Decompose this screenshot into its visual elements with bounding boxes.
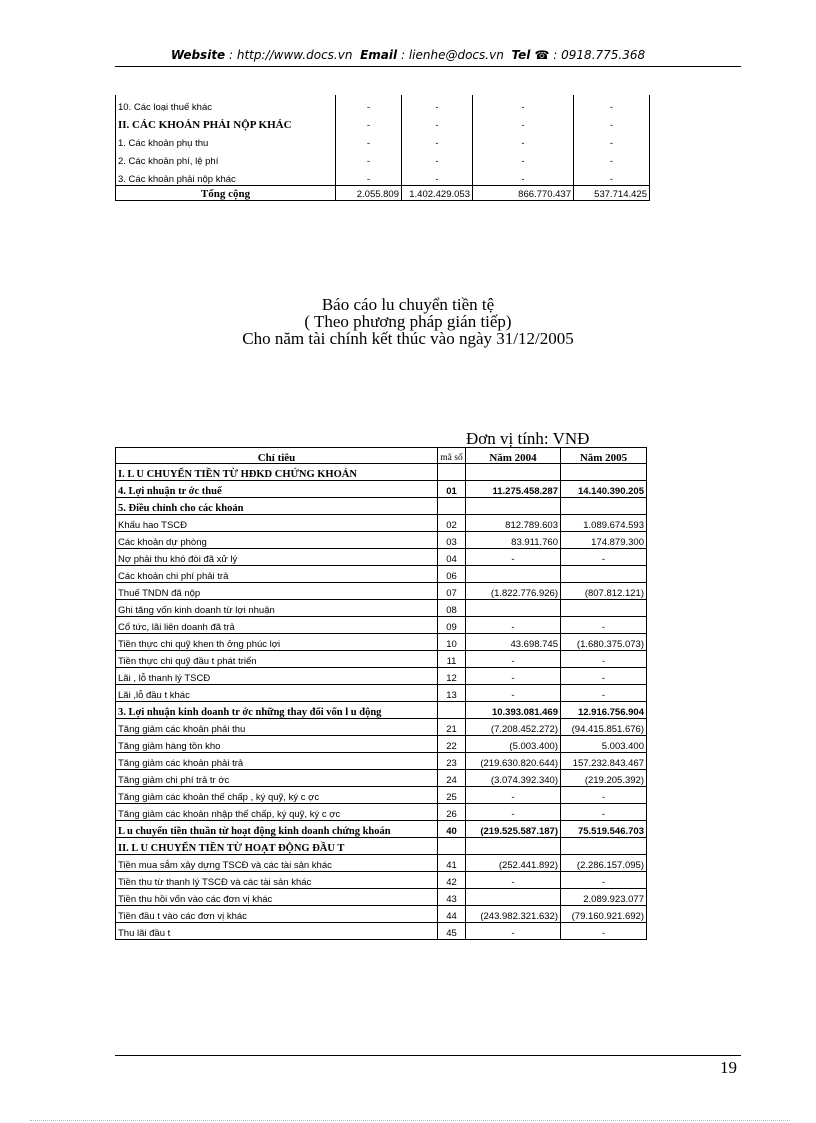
row-value-y2005: - bbox=[561, 685, 647, 702]
row-value-y2005: - bbox=[561, 617, 647, 634]
row-value-y2004 bbox=[466, 498, 561, 515]
row-value: - bbox=[336, 113, 402, 131]
row-label: Lãi ,lỗ đầu t khác bbox=[116, 685, 438, 702]
row-label: Tăng giảm các khoản nhập thế chấp, ký quỹ, ký c ợc bbox=[116, 804, 438, 821]
row-value-y2004: - bbox=[466, 787, 561, 804]
row-code: 02 bbox=[438, 515, 466, 532]
table-row bbox=[116, 787, 647, 804]
row-value-y2005 bbox=[561, 566, 647, 583]
row-value-y2004 bbox=[466, 600, 561, 617]
row-value: - bbox=[336, 131, 402, 149]
table-row bbox=[116, 889, 647, 906]
total-value: 866.770.437 bbox=[473, 186, 574, 201]
row-value-y2004: 43.698.745 bbox=[466, 634, 561, 651]
row-value: - bbox=[473, 95, 574, 113]
page-number: 19 bbox=[720, 1058, 737, 1077]
table-row bbox=[116, 498, 647, 515]
table-row bbox=[116, 753, 647, 770]
row-label: Thuế TNDN đã nộp bbox=[116, 583, 438, 600]
table-row bbox=[116, 770, 647, 787]
row-value: - bbox=[402, 113, 473, 131]
row-code bbox=[438, 498, 466, 515]
row-value-y2005: - bbox=[561, 787, 647, 804]
tel-label: Tel ☎ bbox=[511, 48, 550, 62]
row-value-y2005: 157.232.843.467 bbox=[561, 753, 647, 770]
row-label: 2. Các khoản phí, lệ phí bbox=[116, 149, 336, 167]
row-label: Các khoản dự phòng bbox=[116, 532, 438, 549]
row-value-y2005: - bbox=[561, 804, 647, 821]
row-code bbox=[438, 702, 466, 719]
table-row bbox=[116, 532, 647, 549]
table-row bbox=[116, 167, 650, 186]
row-code: 03 bbox=[438, 532, 466, 549]
row-value-y2005: 12.916.756.904 bbox=[561, 702, 647, 719]
row-code: 08 bbox=[438, 600, 466, 617]
table-row bbox=[116, 855, 647, 872]
row-value-y2005: - bbox=[561, 668, 647, 685]
table-row bbox=[116, 651, 647, 668]
row-label: Lãi , lỗ thanh lý TSCĐ bbox=[116, 668, 438, 685]
row-value: - bbox=[574, 149, 650, 167]
row-value-y2005 bbox=[561, 464, 647, 481]
row-value-y2005: (2.286.157.095) bbox=[561, 855, 647, 872]
row-code: 10 bbox=[438, 634, 466, 651]
tax-table bbox=[115, 95, 650, 201]
row-label: II. L U CHUYỂN TIỀN TỪ HOẠT ĐỘNG ĐẦU T bbox=[116, 838, 438, 855]
row-value-y2004: 812.789.603 bbox=[466, 515, 561, 532]
table-row bbox=[116, 131, 650, 149]
row-label: 10. Các loại thuế khác bbox=[116, 95, 336, 113]
total-value: 1.402.429.053 bbox=[402, 186, 473, 201]
row-value: - bbox=[473, 131, 574, 149]
header-item: Chỉ tiêu bbox=[116, 448, 438, 464]
row-value-y2005: (79.160.921.692) bbox=[561, 906, 647, 923]
table-row bbox=[116, 838, 647, 855]
row-value-y2004: - bbox=[466, 617, 561, 634]
row-code: 42 bbox=[438, 872, 466, 889]
row-value-y2005: - bbox=[561, 651, 647, 668]
row-label: Nợ phải thu khó đòi đã xử lý bbox=[116, 549, 438, 566]
row-code: 09 bbox=[438, 617, 466, 634]
report-title-line2: ( Theo phương pháp gián tiếp) bbox=[304, 312, 512, 331]
footer-divider bbox=[115, 1055, 741, 1056]
table-row bbox=[116, 719, 647, 736]
row-value: - bbox=[574, 131, 650, 149]
table-row bbox=[116, 906, 647, 923]
table-header-row bbox=[116, 448, 647, 464]
page-header bbox=[0, 48, 816, 62]
row-value: - bbox=[402, 167, 473, 186]
table-row bbox=[116, 617, 647, 634]
row-value: - bbox=[402, 149, 473, 167]
row-label: I. L U CHUYỂN TIỀN TỪ HĐKD CHỨNG KHOÁN bbox=[116, 464, 438, 481]
row-value-y2004: (219.630.820.644) bbox=[466, 753, 561, 770]
row-code bbox=[438, 464, 466, 481]
total-value: 2.055.809 bbox=[336, 186, 402, 201]
row-label: Tiền đầu t vào các đơn vị khác bbox=[116, 906, 438, 923]
row-code: 44 bbox=[438, 906, 466, 923]
email-label: Email bbox=[360, 48, 398, 62]
table-row bbox=[116, 821, 647, 838]
row-value-y2004: - bbox=[466, 923, 561, 940]
report-title-line3: Cho năm tài chính kết thúc vào ngày 31/12/2005 bbox=[242, 329, 574, 348]
row-value-y2005: (807.812.121) bbox=[561, 583, 647, 600]
page-edge-dots bbox=[30, 1120, 790, 1121]
table-row bbox=[116, 736, 647, 753]
row-value-y2004: - bbox=[466, 872, 561, 889]
row-code: 23 bbox=[438, 753, 466, 770]
email-value: : lienhe@docs.vn bbox=[400, 48, 504, 62]
row-value-y2004: - bbox=[466, 685, 561, 702]
row-value: - bbox=[402, 95, 473, 113]
row-code: 26 bbox=[438, 804, 466, 821]
row-value-y2004: (243.982.321.632) bbox=[466, 906, 561, 923]
total-value: 537.714.425 bbox=[574, 186, 650, 201]
row-label: Các khoản chi phí phải trả bbox=[116, 566, 438, 583]
row-value-y2005: 1.089.674.593 bbox=[561, 515, 647, 532]
row-code: 04 bbox=[438, 549, 466, 566]
row-value-y2005 bbox=[561, 498, 647, 515]
row-code: 12 bbox=[438, 668, 466, 685]
row-value-y2004: - bbox=[466, 549, 561, 566]
row-code: 40 bbox=[438, 821, 466, 838]
table-row bbox=[116, 515, 647, 532]
row-value-y2004: - bbox=[466, 668, 561, 685]
header-2005: Năm 2005 bbox=[561, 448, 647, 464]
row-value-y2005 bbox=[561, 600, 647, 617]
row-label: Tăng giảm các khoản thế chấp , ký quỹ, ký c ợc bbox=[116, 787, 438, 804]
row-value-y2004: (3.074.392.340) bbox=[466, 770, 561, 787]
row-label: L u chuyển tiền thuần từ hoạt động kinh doanh chứng khoán bbox=[116, 821, 438, 838]
cash-flow-table bbox=[115, 447, 647, 940]
row-value-y2004: (252.441.892) bbox=[466, 855, 561, 872]
row-value-y2005: (219.205.392) bbox=[561, 770, 647, 787]
row-value-y2004: (219.525.587.187) bbox=[466, 821, 561, 838]
table-row bbox=[116, 923, 647, 940]
table-row bbox=[116, 702, 647, 719]
row-value-y2004: (5.003.400) bbox=[466, 736, 561, 753]
row-value: - bbox=[473, 113, 574, 131]
table-row bbox=[116, 668, 647, 685]
row-value: - bbox=[336, 149, 402, 167]
table-row bbox=[116, 634, 647, 651]
row-code: 24 bbox=[438, 770, 466, 787]
table-row bbox=[116, 566, 647, 583]
row-code: 06 bbox=[438, 566, 466, 583]
table-row bbox=[116, 549, 647, 566]
row-code: 43 bbox=[438, 889, 466, 906]
row-code: 22 bbox=[438, 736, 466, 753]
website-value: : http://www.docs.vn bbox=[229, 48, 353, 62]
row-value-y2005: 2.089.923.077 bbox=[561, 889, 647, 906]
row-code: 25 bbox=[438, 787, 466, 804]
row-value-y2005 bbox=[561, 838, 647, 855]
website-label: Website bbox=[170, 48, 226, 62]
row-label: 3. Lợi nhuận kinh doanh tr ớc những thay đổi vốn l u động bbox=[116, 702, 438, 719]
row-value-y2005: 75.519.546.703 bbox=[561, 821, 647, 838]
table-row bbox=[116, 149, 650, 167]
header-2004: Năm 2004 bbox=[466, 448, 561, 464]
row-code: 41 bbox=[438, 855, 466, 872]
table-row bbox=[116, 464, 647, 481]
row-value-y2004: 10.393.081.469 bbox=[466, 702, 561, 719]
row-value-y2005: (1.680.375.073) bbox=[561, 634, 647, 651]
row-value-y2004 bbox=[466, 889, 561, 906]
currency-unit: Đơn vị tính: VNĐ bbox=[466, 429, 590, 448]
row-label: 5. Điều chỉnh cho các khoản bbox=[116, 498, 438, 515]
row-value-y2004 bbox=[466, 566, 561, 583]
row-label: Tiền mua sắm xây dựng TSCĐ và các tài sản khác bbox=[116, 855, 438, 872]
row-label: Tăng giảm các khoản phải trả bbox=[116, 753, 438, 770]
row-value-y2004: - bbox=[466, 804, 561, 821]
row-label: II. CÁC KHOẢN PHẢI NỘP KHÁC bbox=[116, 113, 336, 131]
table-row bbox=[116, 583, 647, 600]
row-value: - bbox=[574, 95, 650, 113]
table-row bbox=[116, 600, 647, 617]
row-code: 01 bbox=[438, 481, 466, 498]
row-value-y2004: (1.822.776.926) bbox=[466, 583, 561, 600]
row-code: 11 bbox=[438, 651, 466, 668]
row-value: - bbox=[473, 167, 574, 186]
row-value-y2005: 14.140.390.205 bbox=[561, 481, 647, 498]
row-label: Tiền thực chi quỹ đầu t phát triển bbox=[116, 651, 438, 668]
total-row bbox=[116, 186, 650, 201]
table-row bbox=[116, 804, 647, 821]
row-value: - bbox=[336, 167, 402, 186]
row-value-y2005: - bbox=[561, 872, 647, 889]
row-label: Thu lãi đầu t bbox=[116, 923, 438, 940]
row-value-y2005: 174.879.300 bbox=[561, 532, 647, 549]
row-label: Tiền thu từ thanh lý TSCĐ và các tài sản khác bbox=[116, 872, 438, 889]
row-value-y2005: 5.003.400 bbox=[561, 736, 647, 753]
table-row bbox=[116, 685, 647, 702]
row-value-y2004 bbox=[466, 838, 561, 855]
row-value-y2005: - bbox=[561, 923, 647, 940]
row-value: - bbox=[473, 149, 574, 167]
row-label: Ghi tăng vốn kinh doanh từ lợi nhuận bbox=[116, 600, 438, 617]
row-value-y2005: (94.415.851.676) bbox=[561, 719, 647, 736]
table-row bbox=[116, 481, 647, 498]
row-label: Khấu hao TSCĐ bbox=[116, 515, 438, 532]
row-label: Tăng giảm các khoản phải thu bbox=[116, 719, 438, 736]
row-value: - bbox=[574, 113, 650, 131]
row-value-y2004: 11.275.458.287 bbox=[466, 481, 561, 498]
row-code: 13 bbox=[438, 685, 466, 702]
table-row bbox=[116, 113, 650, 131]
row-label: 1. Các khoản phụ thu bbox=[116, 131, 336, 149]
row-value-y2005: - bbox=[561, 549, 647, 566]
row-value-y2004 bbox=[466, 464, 561, 481]
row-code: 45 bbox=[438, 923, 466, 940]
row-value: - bbox=[336, 95, 402, 113]
row-value-y2004: - bbox=[466, 651, 561, 668]
row-value-y2004: (7.208.452.272) bbox=[466, 719, 561, 736]
report-title-line1: Báo cáo lu chuyển tiền tệ bbox=[321, 295, 495, 314]
row-code: 07 bbox=[438, 583, 466, 600]
row-label: Tăng giảm hàng tồn kho bbox=[116, 736, 438, 753]
row-value-y2004: 83.911.760 bbox=[466, 532, 561, 549]
row-label: 4. Lợi nhuận tr ớc thuế bbox=[116, 481, 438, 498]
row-label: Tiền thực chi quỹ khen th ởng phúc lợi bbox=[116, 634, 438, 651]
row-value: - bbox=[574, 167, 650, 186]
header-divider bbox=[115, 66, 741, 67]
row-label: Cổ tức, lãi liên doanh đã trả bbox=[116, 617, 438, 634]
row-code: 21 bbox=[438, 719, 466, 736]
row-value: - bbox=[402, 131, 473, 149]
row-label: Tăng giảm chi phí trả tr ớc bbox=[116, 770, 438, 787]
row-label: Tiền thu hồi vốn vào các đơn vị khác bbox=[116, 889, 438, 906]
row-label: 3. Các khoản phải nộp khác bbox=[116, 167, 336, 186]
total-label: Tổng cộng bbox=[116, 186, 336, 201]
header-code: mã số bbox=[438, 448, 466, 464]
row-code bbox=[438, 838, 466, 855]
table-row bbox=[116, 95, 650, 113]
table-row bbox=[116, 872, 647, 889]
tel-value: : 0918.775.368 bbox=[553, 48, 646, 62]
